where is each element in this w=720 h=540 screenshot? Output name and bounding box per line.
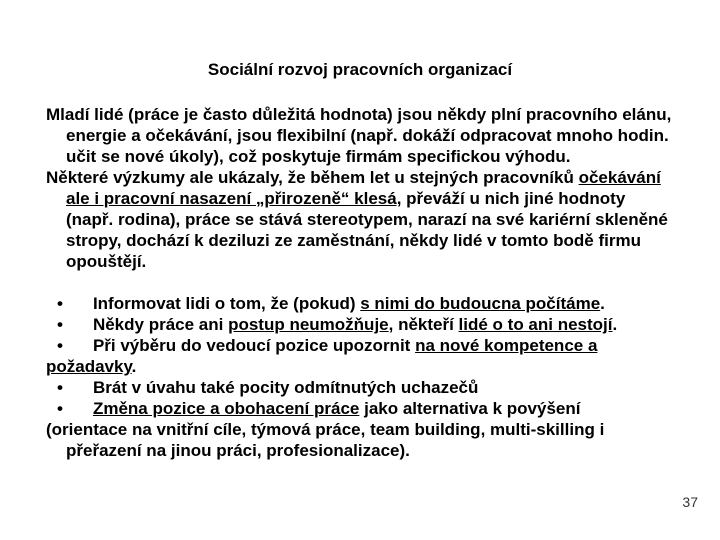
- paragraph: [46, 167, 674, 272]
- vertical-spacer: [46, 272, 674, 293]
- bullet-text: [93, 399, 581, 418]
- bullet-item: [46, 293, 674, 314]
- text-segment: Brát v úvahu také pocity odmítnutých uchazečů: [92, 378, 479, 397]
- text-segment: , někteří: [388, 315, 459, 334]
- slide-title: Sociální rozvoj pracovních organizací: [207, 60, 513, 79]
- text-segment: Některé výzkumy ale ukázaly, že během let u stejných pracovníků: [46, 168, 579, 187]
- bullet-item: [46, 398, 674, 419]
- bullet-marker: •: [57, 378, 63, 397]
- text-segment: .: [131, 357, 137, 376]
- bullet-item: [46, 335, 674, 377]
- footer-paragraph: [46, 419, 674, 461]
- bullet-text: [93, 294, 605, 313]
- bullet-marker: •: [57, 294, 63, 313]
- underlined-text-segment: postup neumožňuje: [228, 315, 389, 334]
- underlined-text-segment: lidé o to ani nestojí: [458, 315, 613, 334]
- bullet-item: [46, 377, 674, 398]
- underlined-text-segment: Změna pozice a obohacení práce: [92, 399, 360, 418]
- underlined-text-segment: s nimi do budoucna počítáme: [360, 294, 601, 313]
- page-number: 37: [682, 494, 698, 510]
- bullet-item: [46, 314, 674, 335]
- text-segment: (orientace na vnitřní cíle, týmová práce, team building, multi-skilling i přeřazení na jinou práci, profesionalizace).: [46, 420, 605, 460]
- text-segment: Někdy práce ani: [92, 315, 229, 334]
- bullet-text: [46, 336, 597, 376]
- text-segment: Mladí lidé (práce je často důležitá hodnota) jsou někdy plní pracovního elánu, energie a očekávání, jsou flexibilní (např. dokáží odpracovat mnoho hodin. učit se nové úkoly), což poskytuje firmám specifickou výhodu.: [46, 105, 672, 166]
- text-segment: jako alternativa k povýšení: [359, 399, 581, 418]
- slide-body: [46, 104, 674, 461]
- bullet-text: [93, 378, 478, 397]
- text-segment: Při výběru do vedoucí pozice upozornit: [92, 336, 416, 355]
- bullet-marker: •: [57, 399, 63, 418]
- text-segment: .: [612, 315, 618, 334]
- text-segment: .: [600, 294, 605, 313]
- underlined-text-segment: na nové kompetence a požadavky: [46, 336, 598, 376]
- text-segment: Informovat lidi o tom, že (pokud): [92, 294, 361, 313]
- underlined-text-segment: očekávání ale i pracovní nasazení „přirozeně“ klesá,: [66, 168, 661, 208]
- paragraph: [46, 104, 674, 167]
- text-segment: převáží u nich jiné hodnoty (např. rodina), práce se stává stereotypem, narazí na své kariérní skleněné stropy, dochází k deziluzi ze zaměstnání, někdy lidé v tomto bodě firmu opouštějí.: [66, 189, 668, 271]
- bullet-text: [93, 315, 617, 334]
- bullet-marker: •: [57, 336, 63, 355]
- bullet-marker: •: [57, 315, 63, 334]
